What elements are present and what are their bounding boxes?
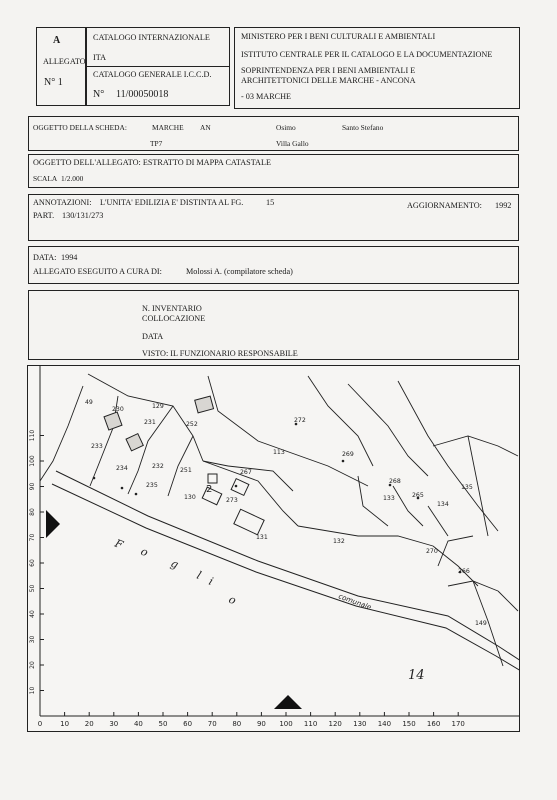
oggetto-scheda-label: OGGETTO DELLA SCHEDA: <box>33 123 127 132</box>
parcel-number: 49 <box>85 399 93 406</box>
x-tick-label: 120 <box>328 720 342 728</box>
parcel-number: 269 <box>342 451 354 458</box>
parcel-number: 2 <box>206 484 213 495</box>
allegato-letter: A <box>53 35 61 46</box>
data-box <box>28 246 519 284</box>
x-tick-label: 10 <box>60 720 70 728</box>
collocazione: COLLOCAZIONE <box>142 314 206 323</box>
parcel-number: 230 <box>112 406 124 413</box>
left-arrow-marker <box>46 510 60 538</box>
parcel-number: 131 <box>256 534 268 541</box>
x-tick-label: 0 <box>37 720 43 728</box>
x-tick-label: 100 <box>279 720 293 728</box>
x-tick-label: 90 <box>256 720 266 728</box>
parcel-number: 273 <box>226 497 238 504</box>
visto: VISTO: IL FUNZIONARIO RESPONSABILE <box>142 349 298 358</box>
data-label: DATA: <box>33 253 57 262</box>
aggiornamento-value: 1992 <box>495 201 512 210</box>
scala-value: 1/2.000 <box>61 174 84 183</box>
road-lines <box>52 471 520 671</box>
y-tick-label: 110 <box>29 429 36 442</box>
x-tick-label: 110 <box>303 720 318 728</box>
annotazioni-text: L'UNITA' EDILIZIA E' DISTINTA AL FG. <box>100 198 244 207</box>
cadastral-map-drawing <box>28 366 520 732</box>
parcel-number: 267 <box>240 469 252 476</box>
number-value: 11/00050018 <box>116 89 169 100</box>
x-tick-label: 30 <box>109 720 119 728</box>
parcel-number: 135 <box>461 484 473 491</box>
foglio-letter: o <box>226 592 238 608</box>
y-tick-label: 40 <box>29 610 36 618</box>
parcel-number: 268 <box>389 478 401 485</box>
catalogo-internazionale: CATALOGO INTERNAZIONALE <box>93 33 210 42</box>
parcel-number: 130 <box>184 494 196 501</box>
foglio-letter: g <box>168 556 181 572</box>
part-value: 130/131/273 <box>62 211 104 220</box>
header-left-box <box>36 27 86 106</box>
part-label: PART. <box>33 211 55 220</box>
parcel-number: 270 <box>426 548 438 555</box>
soprintendenza-line-1: SOPRINTENDENZA PER I BENI AMBIENTALI E <box>241 66 416 75</box>
catalogo-generale: CATALOGO GENERALE I.C.C.D. <box>93 70 212 79</box>
oggetto-localita: Santo Stefano <box>342 123 384 132</box>
ministry: MINISTERO PER I BENI CULTURALI E AMBIENTALI <box>241 32 436 41</box>
x-tick-label: 150 <box>402 720 416 728</box>
x-tick-label: 160 <box>426 720 441 728</box>
cadastral-map <box>27 365 520 732</box>
oggetto-scheda-box <box>28 116 519 151</box>
y-tick-label: 50 <box>29 584 36 593</box>
oggetto-province: AN <box>200 123 211 132</box>
x-tick-label: 70 <box>207 720 217 728</box>
x-tick-label: 40 <box>133 720 143 728</box>
parcel-number: 252 <box>186 421 198 428</box>
parcel-number: 272 <box>294 417 306 424</box>
parcel-number: 134 <box>437 501 449 508</box>
allegato-label: ALLEGATO <box>43 57 86 66</box>
parcel-number: 266 <box>458 568 470 575</box>
y-tick-label: 90 <box>29 482 36 491</box>
aggiornamento-label: AGGIORNAMENTO: <box>407 201 482 210</box>
annotazioni-label: ANNOTAZIONI: <box>33 198 92 207</box>
parcel-number: 235 <box>146 482 158 489</box>
inventario-data: DATA <box>142 332 164 341</box>
oggetto-name: Villa Gallo <box>276 139 309 148</box>
buildings <box>104 396 264 535</box>
scala-label: SCALA <box>33 174 58 183</box>
eseguito-value: Molossi A. (compilatore scheda) <box>186 267 293 276</box>
y-tick-label: 80 <box>29 508 36 516</box>
x-tick-label: 130 <box>353 720 367 728</box>
allegato-number: N° 1 <box>44 77 63 88</box>
road-label: comunale <box>337 592 373 612</box>
x-tick-label: 50 <box>158 720 168 728</box>
oggetto-comune: Osimo <box>276 123 296 132</box>
foglio-letter: F <box>112 536 125 552</box>
x-tick-label: 80 <box>232 720 242 728</box>
n-inventario: N. INVENTARIO <box>142 304 202 313</box>
oggetto-type: TP7 <box>150 139 163 148</box>
x-tick-label: 170 <box>451 720 465 728</box>
parcel-number: 231 <box>144 419 156 426</box>
country-code: ITA <box>93 53 106 62</box>
foglio-letter: o <box>138 544 150 560</box>
bottom-arrow-marker <box>274 695 302 709</box>
parcel-number: 129 <box>152 403 164 410</box>
number-label: N° <box>93 89 105 100</box>
y-tick-label: 100 <box>29 455 36 467</box>
eseguito-label: ALLEGATO ESEGUITO A CURA DI: <box>33 267 162 276</box>
oggetto-region: MARCHE <box>152 123 184 132</box>
parcel-number: 233 <box>91 443 103 450</box>
institute: ISTITUTO CENTRALE PER IL CATALOGO E LA DOCUMENTAZIONE <box>241 50 493 59</box>
foglio-letter: i <box>206 574 216 589</box>
y-tick-label: 70 <box>29 533 36 542</box>
y-tick-label: 60 <box>29 559 36 567</box>
foglio-letter: l <box>194 568 204 583</box>
data-value: 1994 <box>61 253 78 262</box>
parcel-number: 265 <box>412 492 424 499</box>
parcel-number: 149 <box>475 620 487 627</box>
header-middle-divider <box>86 66 230 67</box>
parcel-number: 251 <box>180 467 192 474</box>
oggetto-allegato-label: OGGETTO DELL'ALLEGATO: ESTRATTO DI MAPPA CATASTALE <box>33 158 271 167</box>
x-tick-label: 140 <box>377 720 392 728</box>
region-code: - 03 MARCHE <box>241 92 292 101</box>
parcel-number: 232 <box>152 463 164 470</box>
x-tick-label: 60 <box>183 720 193 728</box>
x-tick-label: 20 <box>84 720 94 728</box>
sheet-number: 14 <box>408 668 425 683</box>
y-tick-label: 10 <box>29 686 36 695</box>
soprintendenza-line-2: ARCHITETTONICI DELLE MARCHE - ANCONA <box>241 76 416 85</box>
y-tick-label: 30 <box>29 635 36 644</box>
y-tick-label: 20 <box>29 661 36 669</box>
annotazioni-foglio: 15 <box>266 198 275 207</box>
parcel-number: 234 <box>116 465 128 472</box>
parcel-number: 133 <box>383 495 395 502</box>
parcel-number: 132 <box>333 538 345 545</box>
parcel-number: 113 <box>273 449 285 456</box>
